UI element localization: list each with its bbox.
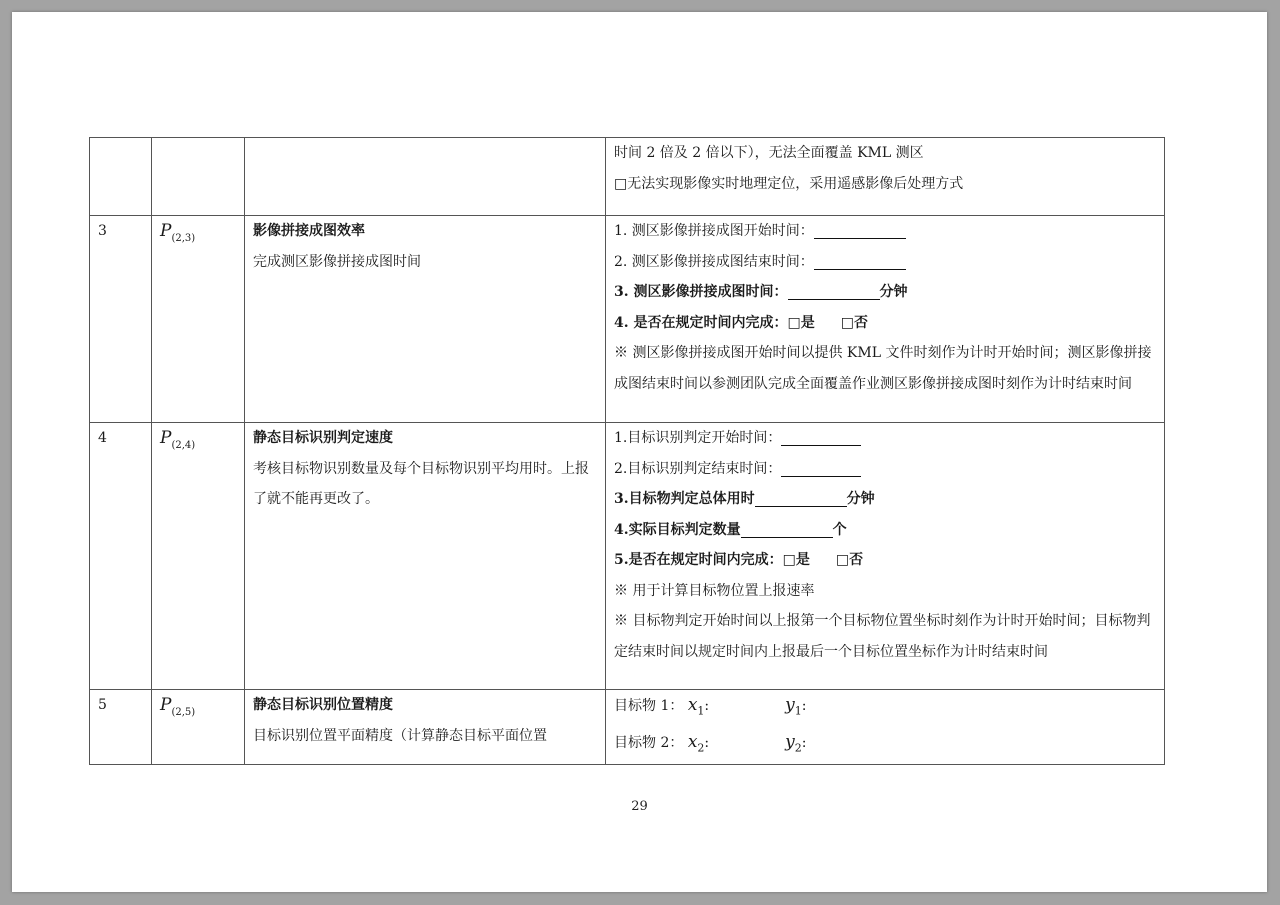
coordinate-line: 目标物 2： $x_2$: $y_2$:: [614, 731, 807, 755]
answer-blank[interactable]: [788, 285, 880, 300]
note: ※ 目标物判定开始时间以上报第一个目标物位置坐标时刻作为计时开始时间；目标物判定结束时间以规定时间内上报最后一个目标位置坐标作为计时结束时间: [614, 613, 1151, 660]
item-cell: [245, 138, 606, 216]
item-title: 静态目标识别判定速度: [253, 430, 393, 446]
checkbox-yes[interactable]: □是: [787, 314, 815, 331]
content-cell: [606, 216, 1165, 423]
content-line: 3. 测区影像拼接成图时间： 分钟: [614, 284, 908, 300]
parameter-cell: [152, 690, 245, 765]
checkbox-no[interactable]: □否: [835, 552, 864, 568]
content-line: 2. 测区影像拼接成图结束时间：: [614, 247, 1156, 278]
note: ※ 测区影像拼接成图开始时间以提供 KML 文件时刻作为计时开始时间；测区影像拼接成图结束时间以参测团队完成全面覆盖作业测区影像拼接成图时刻作为计时结束时间: [614, 345, 1152, 392]
answer-blank[interactable]: [741, 523, 833, 538]
answer-blank[interactable]: [814, 224, 906, 239]
number-cell: 3: [90, 216, 152, 423]
parameter-cell: [152, 216, 245, 423]
evaluation-table: [89, 137, 1165, 765]
document-page: [12, 12, 1267, 892]
content-line: 2.目标识别判定结束时间：: [614, 454, 1156, 485]
parameter-symbol: $P_{(2,3)}$: [160, 221, 196, 244]
coordinate-line: 目标物 1： $x_1$: $y_1$:: [614, 695, 807, 718]
content-line: 1.目标识别判定开始时间：: [614, 423, 1156, 454]
item-description: 目标识别位置平面精度（计算静态目标平面位置: [253, 727, 547, 744]
content-line: □无法实现影像实时地理定位，采用遥感影像后处理方式: [614, 175, 964, 192]
content-line: 3.目标物判定总体用时 分钟: [614, 491, 875, 507]
parameter-cell: [152, 138, 245, 216]
table-row: [90, 138, 1165, 216]
content-cell: [606, 690, 1165, 765]
parameter-cell: [152, 423, 245, 690]
page-number: 29: [631, 799, 648, 814]
parameter-symbol: $P_{(2,5)}$: [160, 695, 196, 718]
number-cell: 5: [90, 690, 152, 765]
content-cell: [606, 138, 1165, 216]
number-cell: 4: [90, 423, 152, 690]
table-row: [90, 216, 1165, 423]
table-row: [90, 423, 1165, 690]
content-cell: [606, 423, 1165, 690]
content-line: 4. 是否在规定时间内完成：□是 □否: [614, 314, 868, 331]
item-description: 考核目标物识别数量及每个目标物识别平均用时。上报了就不能再更改了。: [253, 460, 589, 507]
note: ※ 用于计算目标物位置上报速率: [614, 582, 815, 599]
content-line: 1. 测区影像拼接成图开始时间：: [614, 216, 1156, 247]
item-title: 影像拼接成图效率: [253, 223, 365, 239]
checkbox-yes[interactable]: □是: [782, 552, 810, 568]
item-cell: [245, 216, 606, 423]
answer-blank[interactable]: [781, 431, 861, 446]
content-line: 4.实际目标判定数量 个: [614, 521, 847, 538]
answer-blank[interactable]: [814, 255, 906, 270]
item-description: 完成测区影像拼接成图时间: [253, 253, 421, 270]
item-cell: [245, 423, 606, 690]
item-cell: [245, 690, 606, 765]
checkbox-no[interactable]: □否: [840, 314, 868, 331]
answer-blank[interactable]: [755, 492, 847, 507]
content-line: 时间 2 倍及 2 倍以下），无法全面覆盖 KML 测区: [614, 145, 924, 161]
table-row: [90, 690, 1165, 765]
content-line: 5.是否在规定时间内完成：□是 □否: [614, 552, 864, 568]
parameter-symbol: $P_{(2,4)}$: [160, 428, 196, 451]
number-cell: [90, 138, 152, 216]
answer-blank[interactable]: [781, 462, 861, 477]
item-title: 静态目标识别位置精度: [253, 697, 393, 713]
